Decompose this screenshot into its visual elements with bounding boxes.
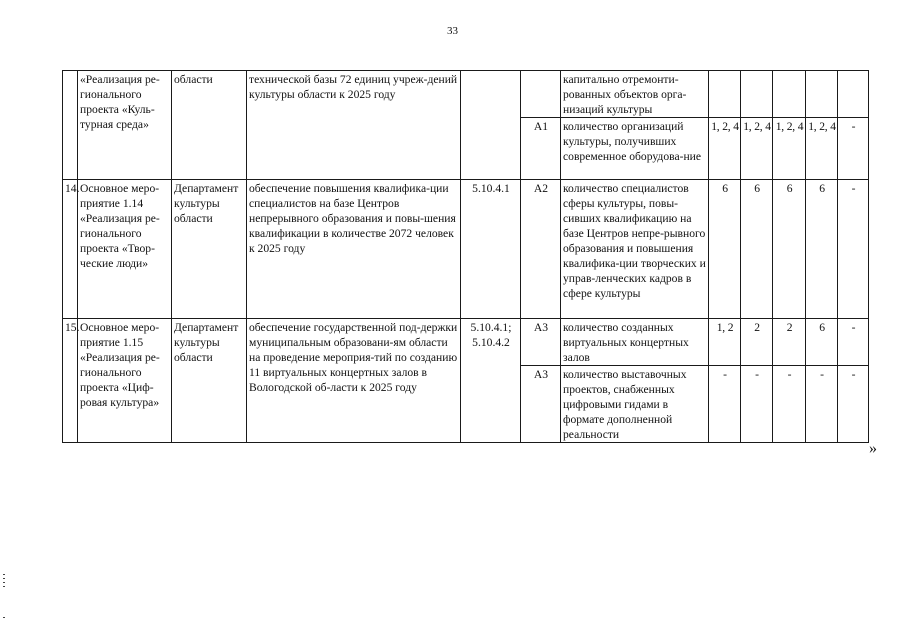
indicator-code	[521, 71, 561, 118]
indicator-code: А1	[521, 118, 561, 180]
row-number	[63, 71, 78, 180]
row-number: 15.	[63, 319, 78, 443]
closing-quote: »	[869, 440, 877, 457]
program-events-table	[62, 70, 869, 443]
table-row	[63, 180, 869, 319]
scan-margin-mark	[3, 582, 5, 583]
indicator-value	[838, 71, 869, 118]
indicator-value	[741, 71, 773, 118]
indicator-value: -	[806, 366, 838, 443]
indicator-code: А3	[521, 366, 561, 443]
expected-result: обеспечение государственной под-держки муниципальным образовани-ям области на проведение мероприя-тий по созданию 11 виртуальных концертных залов в Вологодской об-ласти к 2025 году	[247, 319, 461, 443]
scan-margin-mark	[3, 574, 5, 575]
indicator-value: -	[838, 118, 869, 180]
goal-code: 5.10.4.1	[461, 180, 521, 319]
event-name: «Реализация ре-гионального проекта «Куль-турная среда»	[78, 71, 172, 180]
executor: Департамент культуры области	[172, 180, 247, 319]
indicator-value: 6	[773, 180, 806, 319]
indicator-value: -	[838, 319, 869, 366]
indicator-value	[806, 71, 838, 118]
indicator-code: А2	[521, 180, 561, 319]
indicator-name: количество специалистов сферы культуры, повы-сивших квалификацию на базе Центров непре-рывного образования и повышения квалифика-ции творческих и управ-ленческих кадров в сфере культуры	[561, 180, 709, 319]
table-row	[63, 319, 869, 366]
indicator-value: 1, 2, 4	[709, 118, 741, 180]
expected-result: технической базы 72 единиц учреж-дений культуры области к 2025 году	[247, 71, 461, 180]
executor: Департамент культуры области	[172, 319, 247, 443]
indicator-value	[773, 71, 806, 118]
scan-margin-mark	[3, 578, 5, 579]
table-row	[63, 71, 869, 118]
indicator-value: -	[741, 366, 773, 443]
expected-result: обеспечение повышения квалифика-ции специалистов на базе Центров непрерывного образования и повы-шения квалификации в количестве 2072 человек к 2025 году	[247, 180, 461, 319]
event-name: Основное меро-приятие 1.15 «Реализация ре-гионального проекта «Циф-ровая культура»	[78, 319, 172, 443]
indicator-value: 1, 2	[709, 319, 741, 366]
indicator-value: 6	[806, 180, 838, 319]
indicator-value: -	[838, 366, 869, 443]
indicator-name: количество созданных виртуальных концертных залов	[561, 319, 709, 366]
indicator-value: 2	[741, 319, 773, 366]
indicator-value: 6	[741, 180, 773, 319]
indicator-value: 1, 2, 4	[806, 118, 838, 180]
row-number: 14.	[63, 180, 78, 319]
event-name: Основное меро-приятие 1.14 «Реализация ре-гионального проекта «Твор-ческие люди»	[78, 180, 172, 319]
indicator-code: А3	[521, 319, 561, 366]
indicator-value: 2	[773, 319, 806, 366]
indicator-value: 1, 2, 4	[773, 118, 806, 180]
indicator-value: 1, 2, 4	[741, 118, 773, 180]
indicator-name: количество выставочных проектов, снабженных цифровыми гидами в формате дополненной реальности	[561, 366, 709, 443]
indicator-value: -	[709, 366, 741, 443]
goal-code: 5.10.4.1; 5.10.4.2	[461, 319, 521, 443]
indicator-value: -	[773, 366, 806, 443]
indicator-value: -	[838, 180, 869, 319]
scan-margin-mark	[3, 617, 5, 618]
indicator-name: капитально отремонти-рованных объектов орга-низаций культуры	[561, 71, 709, 118]
indicator-value: 6	[806, 319, 838, 366]
indicator-name: количество организаций культуры, получивших современное оборудова-ние	[561, 118, 709, 180]
page-number: 33	[447, 25, 458, 37]
scan-margin-mark	[3, 586, 5, 587]
indicator-value: 6	[709, 180, 741, 319]
indicator-value	[709, 71, 741, 118]
goal-code	[461, 71, 521, 180]
executor: области	[172, 71, 247, 180]
